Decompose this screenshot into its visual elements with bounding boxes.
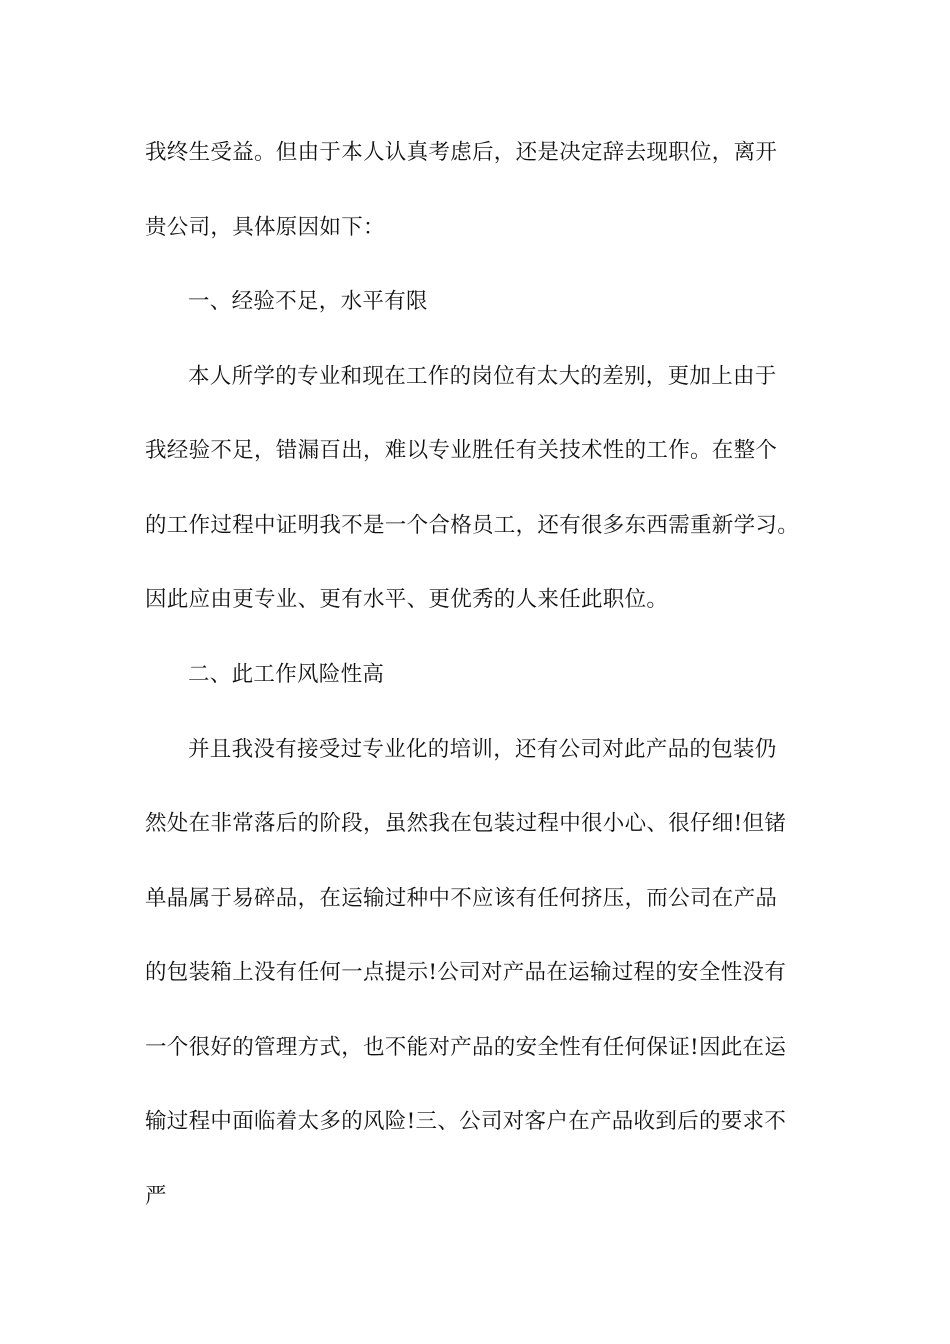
text-line: 然处在非常落后的阶段，虽然我在包装过程中很小心、很仔细!但锗: [145, 811, 787, 836]
text-line: 本人所学的专业和现在工作的岗位有太大的差别，更加上由于: [188, 364, 777, 389]
text-line: 输过程中面临着太多的风险!三、公司对客户在产品收到后的要求不: [145, 1109, 787, 1134]
text-line: 我终生受益。但由于本人认真考虑后，还是决定辞去现职位，离开: [145, 140, 778, 165]
section-heading: 二、此工作风险性高: [188, 662, 385, 687]
text-line: 贵公司，具体原因如下：: [145, 215, 385, 240]
text-line: 严: [145, 1184, 167, 1209]
text-line: 我经验不足，错漏百出，难以专业胜任有关技术性的工作。在整个: [145, 438, 778, 463]
text-line: 一个很好的管理方式，也不能对产品的安全性有任何保证!因此在运: [145, 1035, 787, 1060]
text-line: 的工作过程中证明我不是一个合格员工，还有很多东西需重新学习。: [145, 513, 800, 538]
text-line: 并且我没有接受过专业化的培训，还有公司对此产品的包装仍: [188, 737, 777, 762]
text-line: 的包装箱上没有任何一点提示!公司对产品在运输过程的安全性没有: [145, 960, 787, 985]
section-heading: 一、经验不足，水平有限: [188, 289, 428, 314]
text-line: 单晶属于易碎品，在运输过种中不应该有任何挤压，而公司在产品: [145, 886, 778, 911]
text-line: 因此应由更专业、更有水平、更优秀的人来任此职位。: [145, 587, 669, 612]
